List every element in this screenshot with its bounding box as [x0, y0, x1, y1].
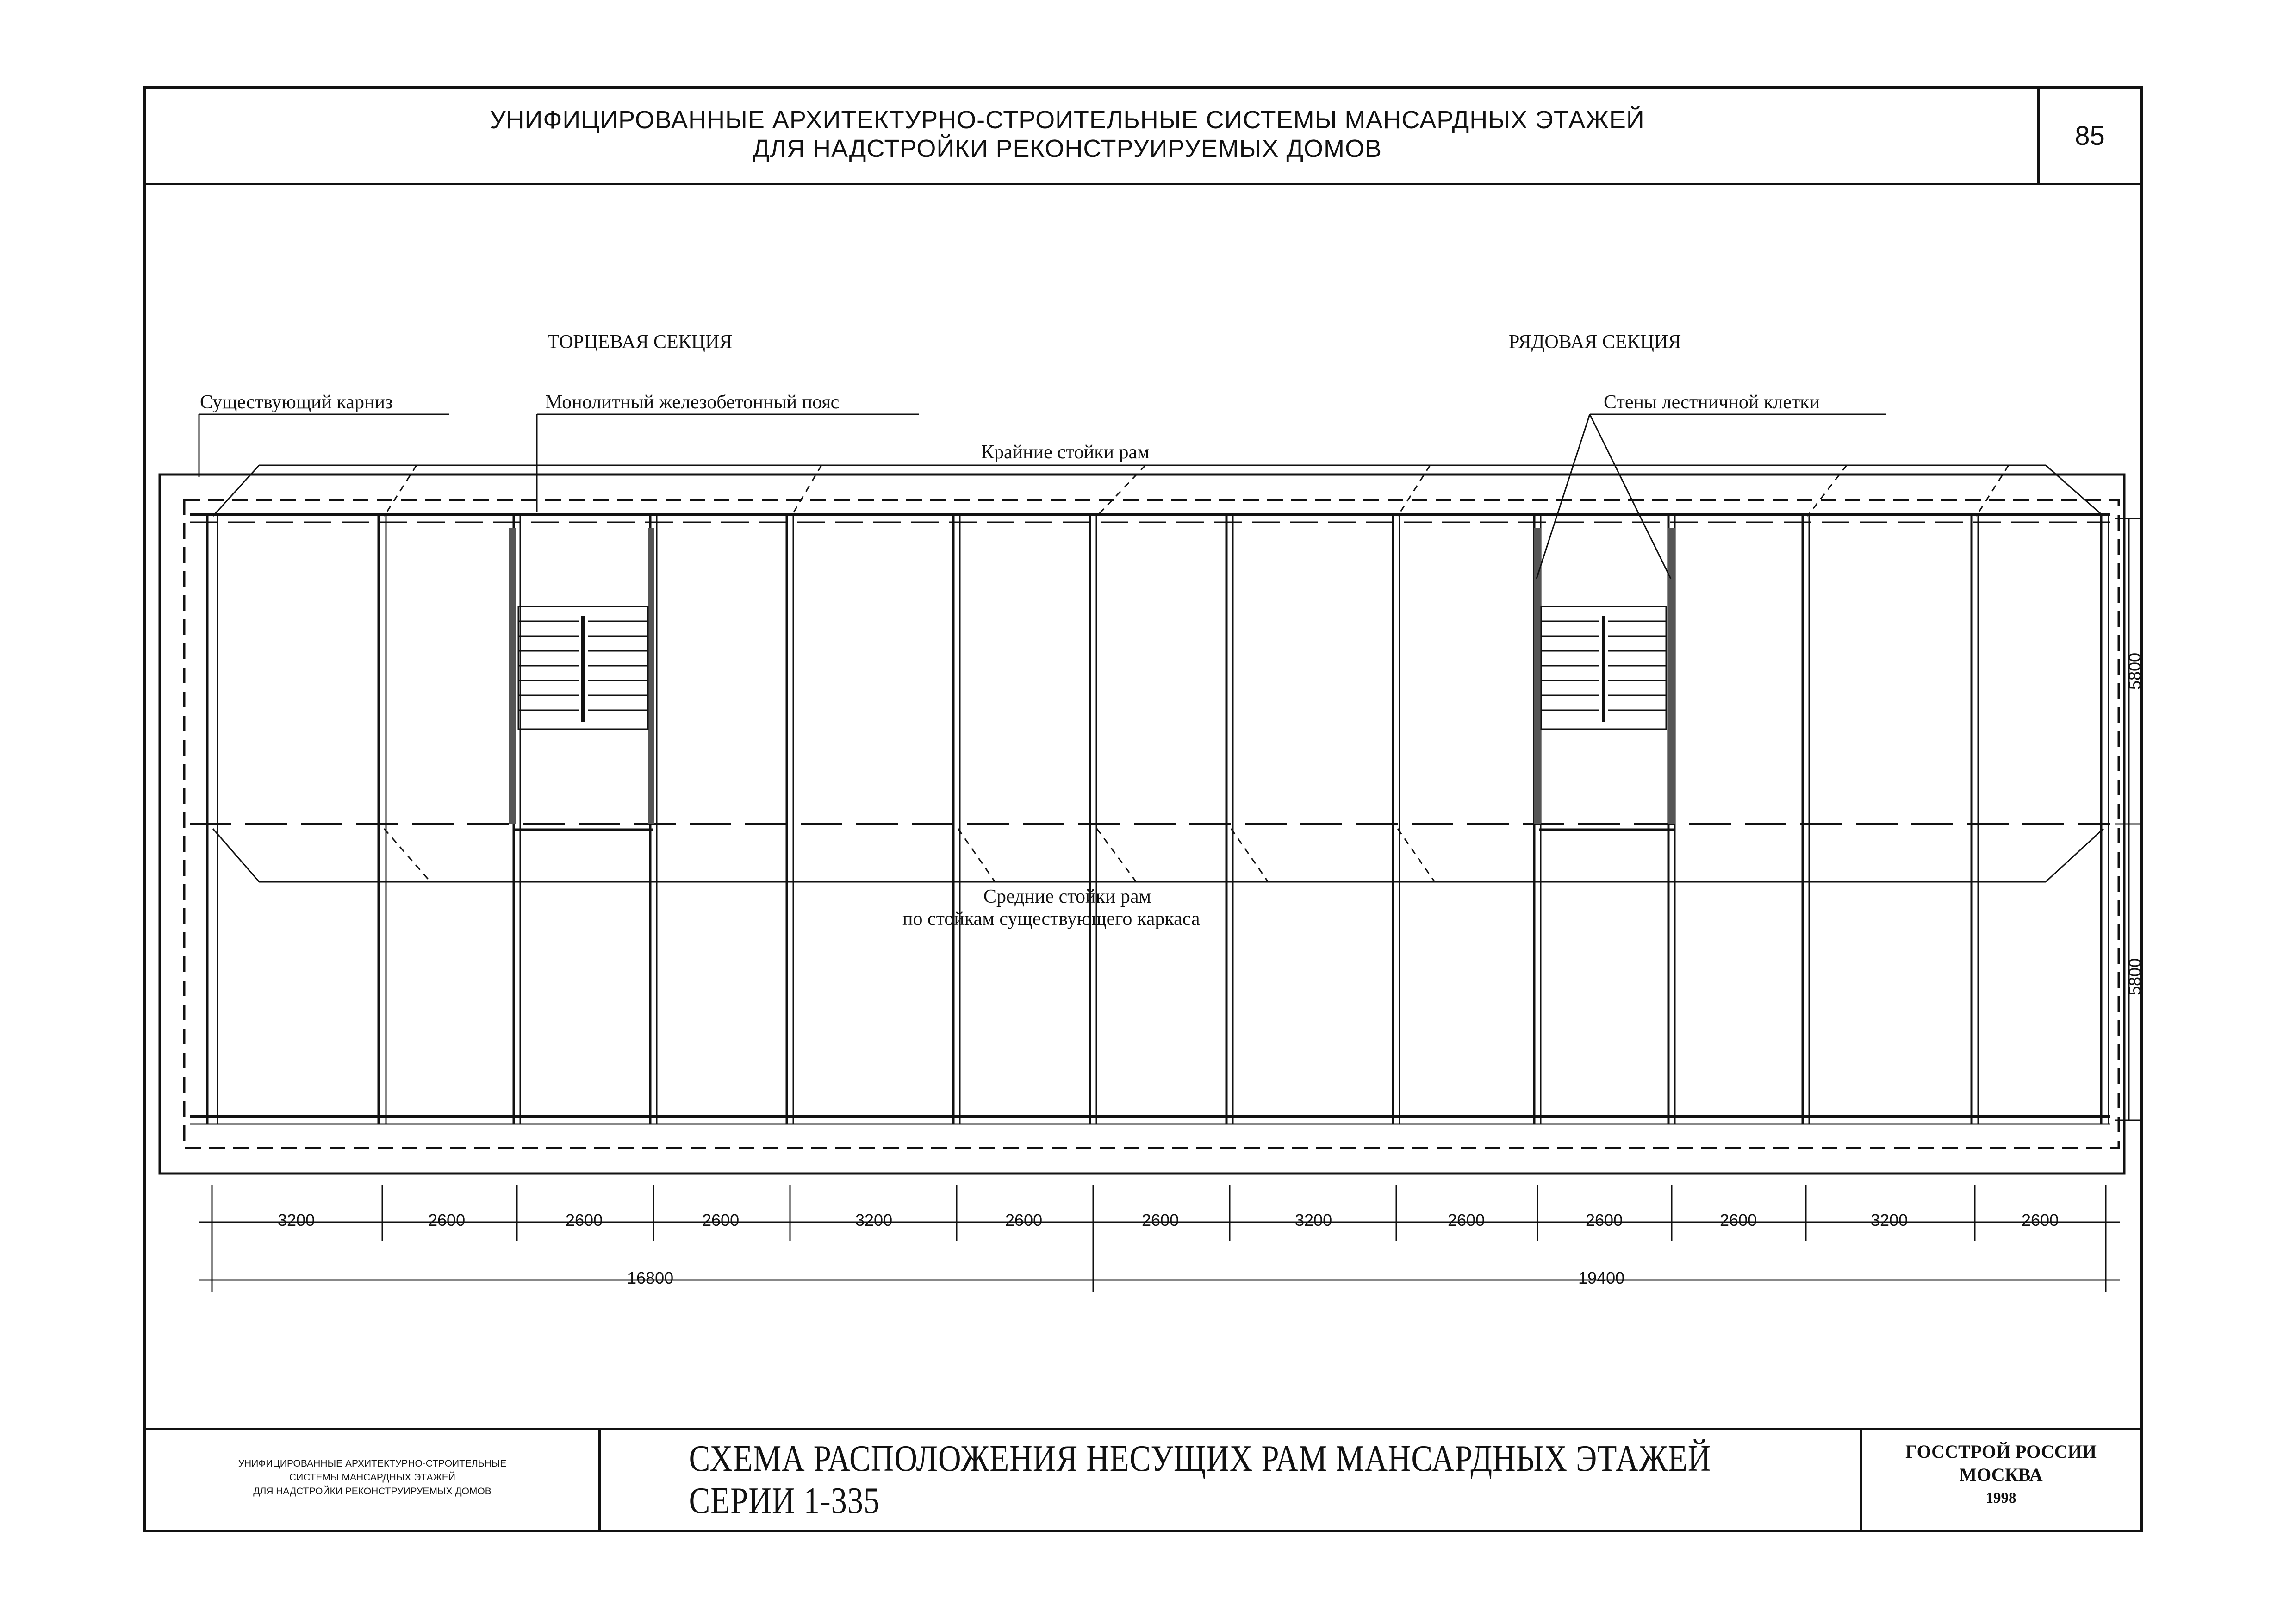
header-title-line2: ДЛЯ НАДСТРОЙКИ РЕКОНСТРУИРУЕМЫХ ДОМОВ — [752, 135, 1382, 162]
leader-lines — [199, 414, 2103, 882]
series-line3: ДЛЯ НАДСТРОЙКИ РЕКОНСТРУИРУЕМЫХ ДОМОВ — [253, 1486, 492, 1497]
label-end-section: ТОРЦЕВАЯ СЕКЦИЯ — [548, 331, 733, 353]
dim-total-right: 19400 — [1578, 1268, 1625, 1287]
series-line2: СИСТЕМЫ МАНСАРДНЫХ ЭТАЖЕЙ — [289, 1472, 455, 1483]
dim-bay: 2600 — [2022, 1211, 2059, 1230]
stair-wall-right-row — [1668, 528, 1675, 824]
dim-span-lower: 5800 — [2125, 958, 2144, 995]
dim-bay: 3200 — [1295, 1211, 1332, 1230]
label-stair-walls: Стены лестничной клетки — [1604, 392, 1820, 413]
dim-bay: 2600 — [1005, 1211, 1043, 1230]
dim-bay: 2600 — [1720, 1211, 1757, 1230]
series-line1: УНИФИЦИРОВАННЫЕ АРХИТЕКТУРНО-СТРОИТЕЛЬНЫЕ — [238, 1458, 507, 1469]
drawing-title: СХЕМА РАСПОЛОЖЕНИЯ НЕСУЩИХ РАМ МАНСАРДНЫХ ЭТАЖЕЙ СЕРИИ 1-335 — [689, 1438, 1711, 1521]
label-cornice: Существующий карниз — [200, 392, 393, 413]
header-title-line1: УНИФИЦИРОВАННЫЕ АРХИТЕКТУРНО-СТРОИТЕЛЬНЫЕ СИСТЕМЫ МАНСАРДНЫХ ЭТАЖЕЙ — [490, 106, 1645, 134]
dim-bay: 2600 — [1448, 1211, 1485, 1230]
frame-posts — [207, 515, 2109, 1124]
dim-bay: 2600 — [702, 1211, 740, 1230]
dim-bay: 2600 — [566, 1211, 603, 1230]
label-belt: Монолитный железобетонный пояс — [545, 392, 840, 413]
page-number: 85 — [2037, 89, 2140, 183]
dim-bay: 2600 — [1142, 1211, 1179, 1230]
org-name: ГОССТРОЙ РОССИИ — [1905, 1441, 2097, 1462]
stair-flight-end — [518, 606, 648, 729]
dim-bay: 3200 — [1871, 1211, 1908, 1230]
dim-bay: 3200 — [855, 1211, 893, 1230]
dimension-ticks — [212, 518, 2143, 1292]
stair-wall-left-end — [509, 528, 516, 824]
label-edge-posts: Крайние стойки рам — [981, 442, 1150, 463]
stair-flight-row — [1541, 606, 1666, 729]
label-mid-posts-2: по стойкам существующего каркаса — [902, 908, 1200, 930]
org-city: МОСКВА — [1959, 1464, 2043, 1485]
dim-bay: 3200 — [278, 1211, 315, 1230]
org-year: 1998 — [1985, 1490, 2016, 1506]
stair-wall-right-end — [648, 528, 654, 824]
label-row-section: РЯДОВАЯ СЕКЦИЯ — [1509, 331, 1681, 353]
stair-wall-left-row — [1534, 528, 1541, 824]
dim-bay: 2600 — [428, 1211, 466, 1230]
dim-span-upper: 5800 — [2125, 652, 2144, 690]
dim-bay: 2600 — [1586, 1211, 1623, 1230]
dim-total-left: 16800 — [627, 1268, 674, 1287]
label-mid-posts-1: Средние стойки рам — [983, 886, 1151, 907]
